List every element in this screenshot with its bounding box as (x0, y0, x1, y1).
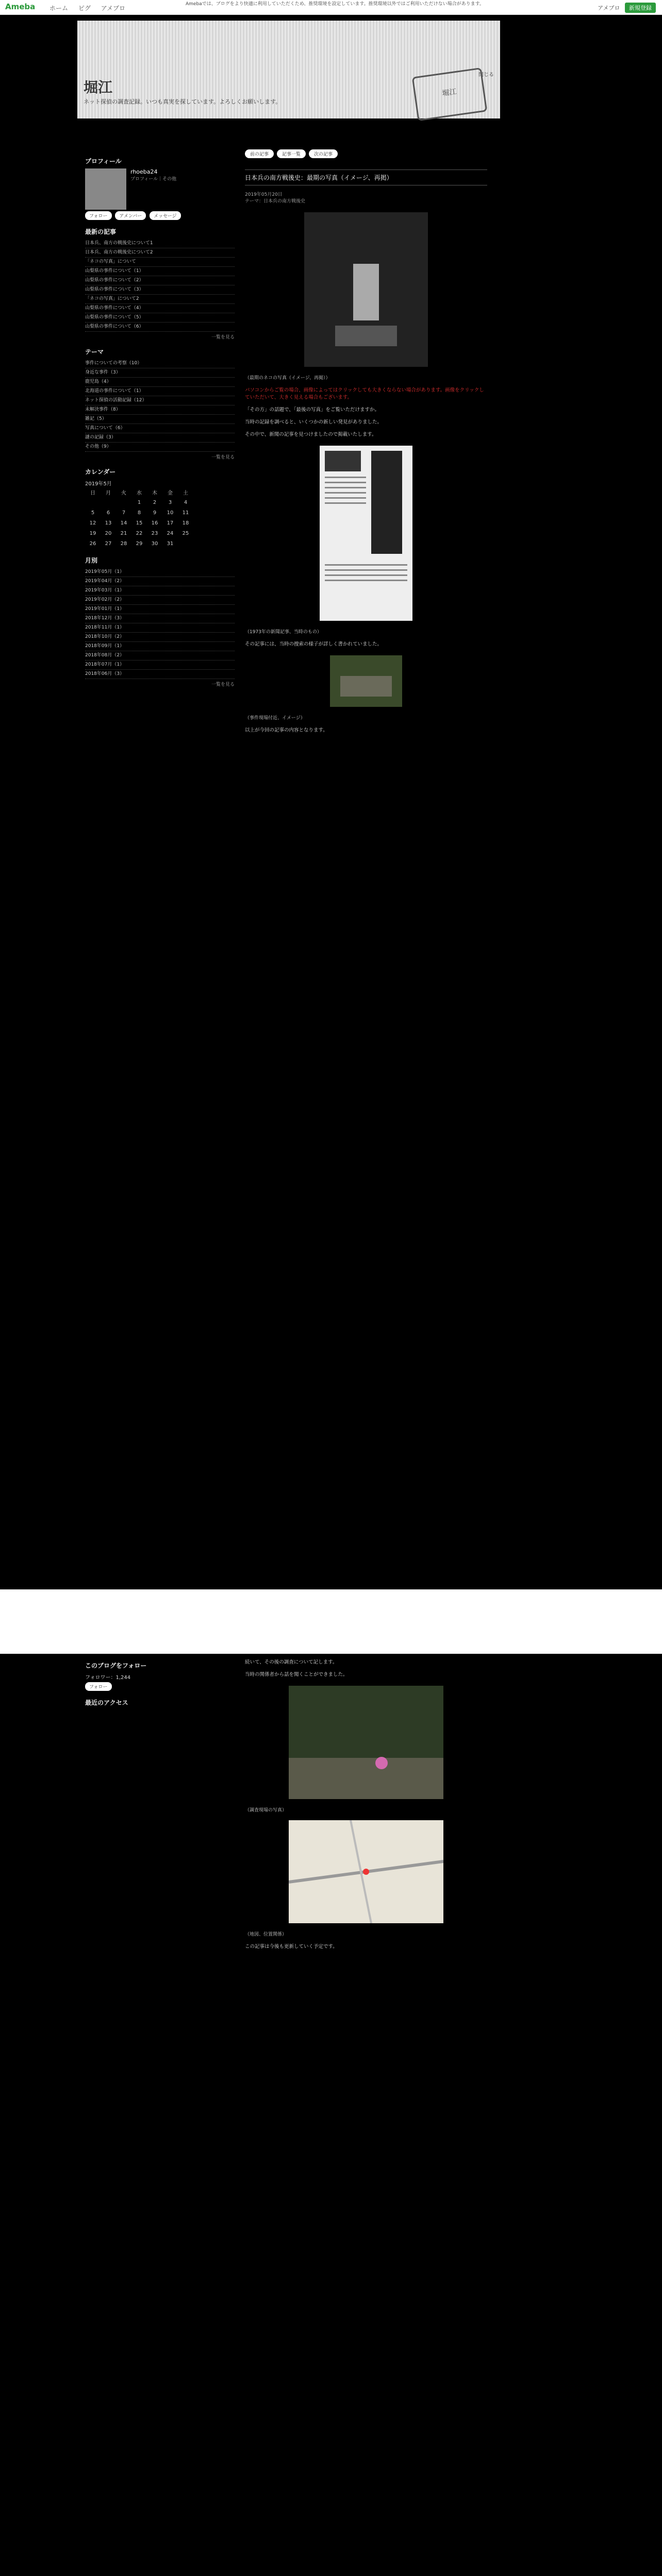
calendar-day[interactable]: 2 (153, 499, 157, 505)
calendar-day[interactable]: 14 (120, 520, 127, 526)
profile-link[interactable]: プロフィール｜その他 (130, 177, 177, 182)
photo-caption: （最期のネコの写真（イメージ、再掲）） (245, 376, 330, 381)
top-right (598, 3, 656, 13)
article-photo-3[interactable] (330, 655, 402, 707)
follow-blog-button[interactable]: フォロー (85, 1682, 112, 1691)
profile-heading: プロフィール (85, 158, 122, 165)
theme-list (85, 359, 235, 452)
list-item[interactable]: 山梨県の事件について（6） (85, 323, 235, 332)
article-paragraph: 「その方」の話題で、「最後の写真」をご覧いただけますか。 (245, 407, 380, 413)
list-item[interactable]: その他（9） (85, 443, 235, 452)
calendar-day[interactable]: 1 (137, 499, 141, 505)
calendar-day[interactable]: 25 (182, 530, 189, 536)
list-item[interactable]: 山梨県の事件について（4） (85, 304, 235, 313)
list-item[interactable]: 山梨県の事件について（3） (85, 285, 235, 295)
article-map[interactable] (289, 1820, 443, 1923)
photo-caption: （調査現場の写真） (245, 1808, 287, 1813)
map-image (289, 1820, 443, 1923)
calendar-day[interactable]: 24 (167, 530, 174, 536)
article-date: 2019年05月20日 (245, 192, 283, 197)
profile-box (85, 168, 235, 210)
calendar-day-header: 火 (121, 490, 126, 496)
list-item[interactable]: 2018年11月（1） (85, 623, 235, 633)
calendar-day[interactable] (85, 497, 101, 507)
list-item[interactable]: 北海道の事件について（1） (85, 387, 235, 396)
list-item[interactable]: 「ネコの写真」について2 (85, 295, 235, 304)
calendar-day-header: 土 (183, 490, 188, 496)
archive-list (85, 568, 235, 679)
photo-caption: （1973年の新聞記事、当時のもの） (245, 630, 322, 635)
theme-heading: テーマ (85, 348, 104, 355)
article-paragraph: その記事には、当時の捜索の様子が詳しく書かれていました。 (245, 641, 383, 647)
calendar-day-header: 水 (137, 490, 142, 496)
list-item[interactable]: 2019年05月（1） (85, 568, 235, 577)
follower-count: フォロワー：1,244 (85, 1675, 131, 1681)
calendar-day-header: 金 (168, 490, 173, 496)
list-item[interactable]: 2018年07月（1） (85, 660, 235, 670)
recent-access-heading: 最近のアクセス (85, 1699, 128, 1706)
article-photo-4[interactable] (289, 1686, 443, 1799)
photo-caption: （地図、位置関係） (245, 1932, 287, 1937)
calendar-day[interactable]: 20 (105, 530, 112, 536)
list-item[interactable]: 2019年04月（2） (85, 577, 235, 586)
list-item[interactable]: 写真について（6） (85, 424, 235, 433)
newspaper-image (320, 446, 412, 621)
calendar-day[interactable]: 12 (89, 520, 96, 526)
list-item[interactable]: 山梨県の事件について（1） (85, 267, 235, 276)
avatar[interactable] (85, 168, 126, 210)
article-theme[interactable]: テーマ：日本兵の南方戦後史 (245, 199, 306, 204)
list-item[interactable]: 鹿児島（4） (85, 378, 235, 387)
follow-box (85, 1681, 235, 1691)
list-item[interactable]: 2018年09月（1） (85, 642, 235, 651)
archive-heading: 月別 (85, 557, 98, 564)
list-item[interactable]: 2018年06月（3） (85, 670, 235, 679)
ameba-logo[interactable]: Ameba (5, 2, 36, 11)
calendar-day[interactable]: 22 (136, 530, 143, 536)
profile-buttons (85, 210, 235, 220)
theme-more-link[interactable]: 一覧を見る (211, 455, 235, 460)
blog-title[interactable]: 堀江 (84, 79, 113, 96)
list-item[interactable]: 身近な事件（3） (85, 368, 235, 378)
calendar-day[interactable]: 27 (105, 540, 112, 547)
list-item[interactable]: 未解決事件（8） (85, 405, 235, 415)
list-item[interactable]: 謎の記録（3） (85, 433, 235, 443)
header-stamp-image: 堀江 (412, 67, 488, 121)
sidebar-lower (85, 1654, 235, 1710)
calendar-day[interactable]: 17 (167, 520, 174, 526)
article-paragraph: パソコンからご覧の場合、画像によってはクリックしても大きくならない場合があります。画像をクリックしていただいて、大きく見える場合もございます。 (245, 387, 484, 400)
calendar-day[interactable] (116, 497, 131, 507)
calendar-day[interactable]: 16 (151, 520, 158, 526)
top-link-home[interactable]: ホーム (49, 5, 69, 12)
profile-name[interactable]: rhoeba24 (130, 168, 158, 175)
top-links (49, 4, 134, 12)
calendar-day[interactable]: 28 (120, 540, 127, 547)
ameblo-link[interactable]: アメブロ (598, 5, 620, 11)
next-article-button[interactable]: 次の記事 (309, 149, 338, 158)
list-item[interactable]: 日本兵、南方の戦後史について1 (85, 239, 235, 248)
calendar-day[interactable] (178, 538, 193, 549)
latest-heading: 最新の記事 (85, 228, 117, 235)
article-paragraph: 当時の関係者から話を聞くことができました。 (245, 1672, 348, 1677)
amember-button[interactable]: アメンバー (115, 211, 146, 220)
list-item[interactable]: 山梨県の事件について（2） (85, 276, 235, 285)
calendar-day[interactable]: 8 (137, 510, 141, 516)
calendar-day[interactable]: 19 (89, 530, 96, 536)
article-title[interactable]: 日本兵の南方戦後史：最期の写真（イメージ、再掲） (245, 170, 487, 185)
article-paragraph: 当時の記録を調べると、いくつかの新しい発見がありました。 (245, 419, 383, 425)
list-item[interactable]: 「ネコの写真」について (85, 258, 235, 267)
calendar (85, 479, 235, 549)
article-list-button[interactable]: 記事一覧 (277, 149, 306, 158)
article-paragraph: その中で、新聞の記事を見つけましたので掲載いたします。 (245, 432, 377, 437)
blog-header (77, 21, 500, 118)
article-meta (245, 192, 487, 205)
calendar-day[interactable]: 6 (106, 510, 110, 516)
calendar-day[interactable] (101, 497, 116, 507)
calendar-day[interactable]: 15 (136, 520, 143, 526)
latest-more-link[interactable]: 一覧を見る (211, 335, 235, 340)
calendar-day[interactable]: 7 (122, 510, 126, 516)
register-button[interactable]: 新規登録 (625, 3, 656, 13)
article-photo-1[interactable] (304, 212, 428, 367)
article-nav (245, 149, 487, 158)
calendar-day[interactable]: 21 (120, 530, 127, 536)
top-link-ameblo[interactable]: アメブロ (101, 5, 125, 12)
list-item[interactable]: 2018年12月（3） (85, 614, 235, 623)
photo-caption: （事件現場付近、イメージ） (245, 716, 305, 721)
calendar-table (85, 487, 193, 549)
calendar-day-header: 木 (152, 490, 157, 496)
list-item[interactable]: 山梨県の事件について（5） (85, 313, 235, 323)
calendar-day[interactable]: 5 (91, 510, 95, 516)
calendar-day[interactable]: 26 (89, 540, 96, 547)
calendar-day[interactable]: 13 (105, 520, 112, 526)
photo-3-image (330, 655, 402, 707)
list-item[interactable]: ネット探偵の活動記録（12） (85, 396, 235, 405)
calendar-day[interactable]: 30 (151, 540, 158, 547)
list-item[interactable]: 2018年08月（2） (85, 651, 235, 660)
archive-more-link[interactable]: 一覧を見る (211, 682, 235, 687)
prev-article-button[interactable]: 前の記事 (245, 149, 274, 158)
photo-4-image (289, 1686, 443, 1799)
calendar-day[interactable]: 11 (182, 510, 189, 516)
follow-button[interactable]: フォロー (85, 211, 112, 220)
top-link-pigg[interactable]: ピグ (78, 5, 91, 12)
article-paragraph: 以上が今回の記事の内容となります。 (245, 727, 328, 733)
calendar-day-header: 月 (106, 490, 111, 496)
article-continued (245, 1654, 487, 1956)
calendar-day[interactable]: 31 (167, 540, 174, 547)
page-divider (0, 1589, 662, 1654)
article (245, 149, 487, 739)
blog-description: ネット探偵の調査記録。いつも真実を探しています。よろしくお願いします。 (84, 98, 282, 105)
calendar-heading: カレンダー (85, 468, 116, 476)
calendar-day[interactable]: 18 (182, 520, 189, 526)
calendar-day[interactable]: 23 (151, 530, 158, 536)
article-paragraph: 続いて、その後の調査について記します。 (245, 1659, 338, 1665)
header-close[interactable]: 閉じる (478, 72, 494, 78)
calendar-day[interactable]: 29 (136, 540, 143, 547)
list-item[interactable]: 2019年01月（1） (85, 605, 235, 614)
follow-heading: このブログをフォロー (85, 1662, 147, 1669)
calendar-day[interactable]: 4 (184, 499, 188, 505)
list-item[interactable]: 事件についての考察（10） (85, 359, 235, 368)
list-item[interactable]: 2019年03月（1） (85, 586, 235, 596)
article-photo-2[interactable] (320, 446, 412, 621)
calendar-month: 2019年5月 (85, 481, 112, 487)
calendar-day[interactable]: 10 (167, 510, 174, 516)
list-item[interactable]: 雑記（5） (85, 415, 235, 424)
calendar-day-header: 日 (90, 490, 95, 496)
calendar-day[interactable]: 3 (168, 499, 172, 505)
list-item[interactable]: 日本兵、南方の戦後史について2 (85, 248, 235, 258)
sidebar (85, 149, 235, 687)
latest-list (85, 239, 235, 332)
calendar-day[interactable]: 9 (153, 510, 157, 516)
list-item[interactable]: 2018年10月（2） (85, 633, 235, 642)
article-paragraph: この記事は今後も更新していく予定です。 (245, 1944, 338, 1950)
photo-1-image (304, 212, 428, 367)
list-item[interactable]: 2019年02月（2） (85, 596, 235, 605)
browser-notice: Amebaでは、ブログをより快適に利用していただくため、推奨環境を設定しています。推奨環境以外ではご利用いただけない場合があります。 (186, 2, 484, 7)
message-button[interactable]: メッセージ (150, 211, 180, 220)
top-bar (0, 0, 662, 15)
